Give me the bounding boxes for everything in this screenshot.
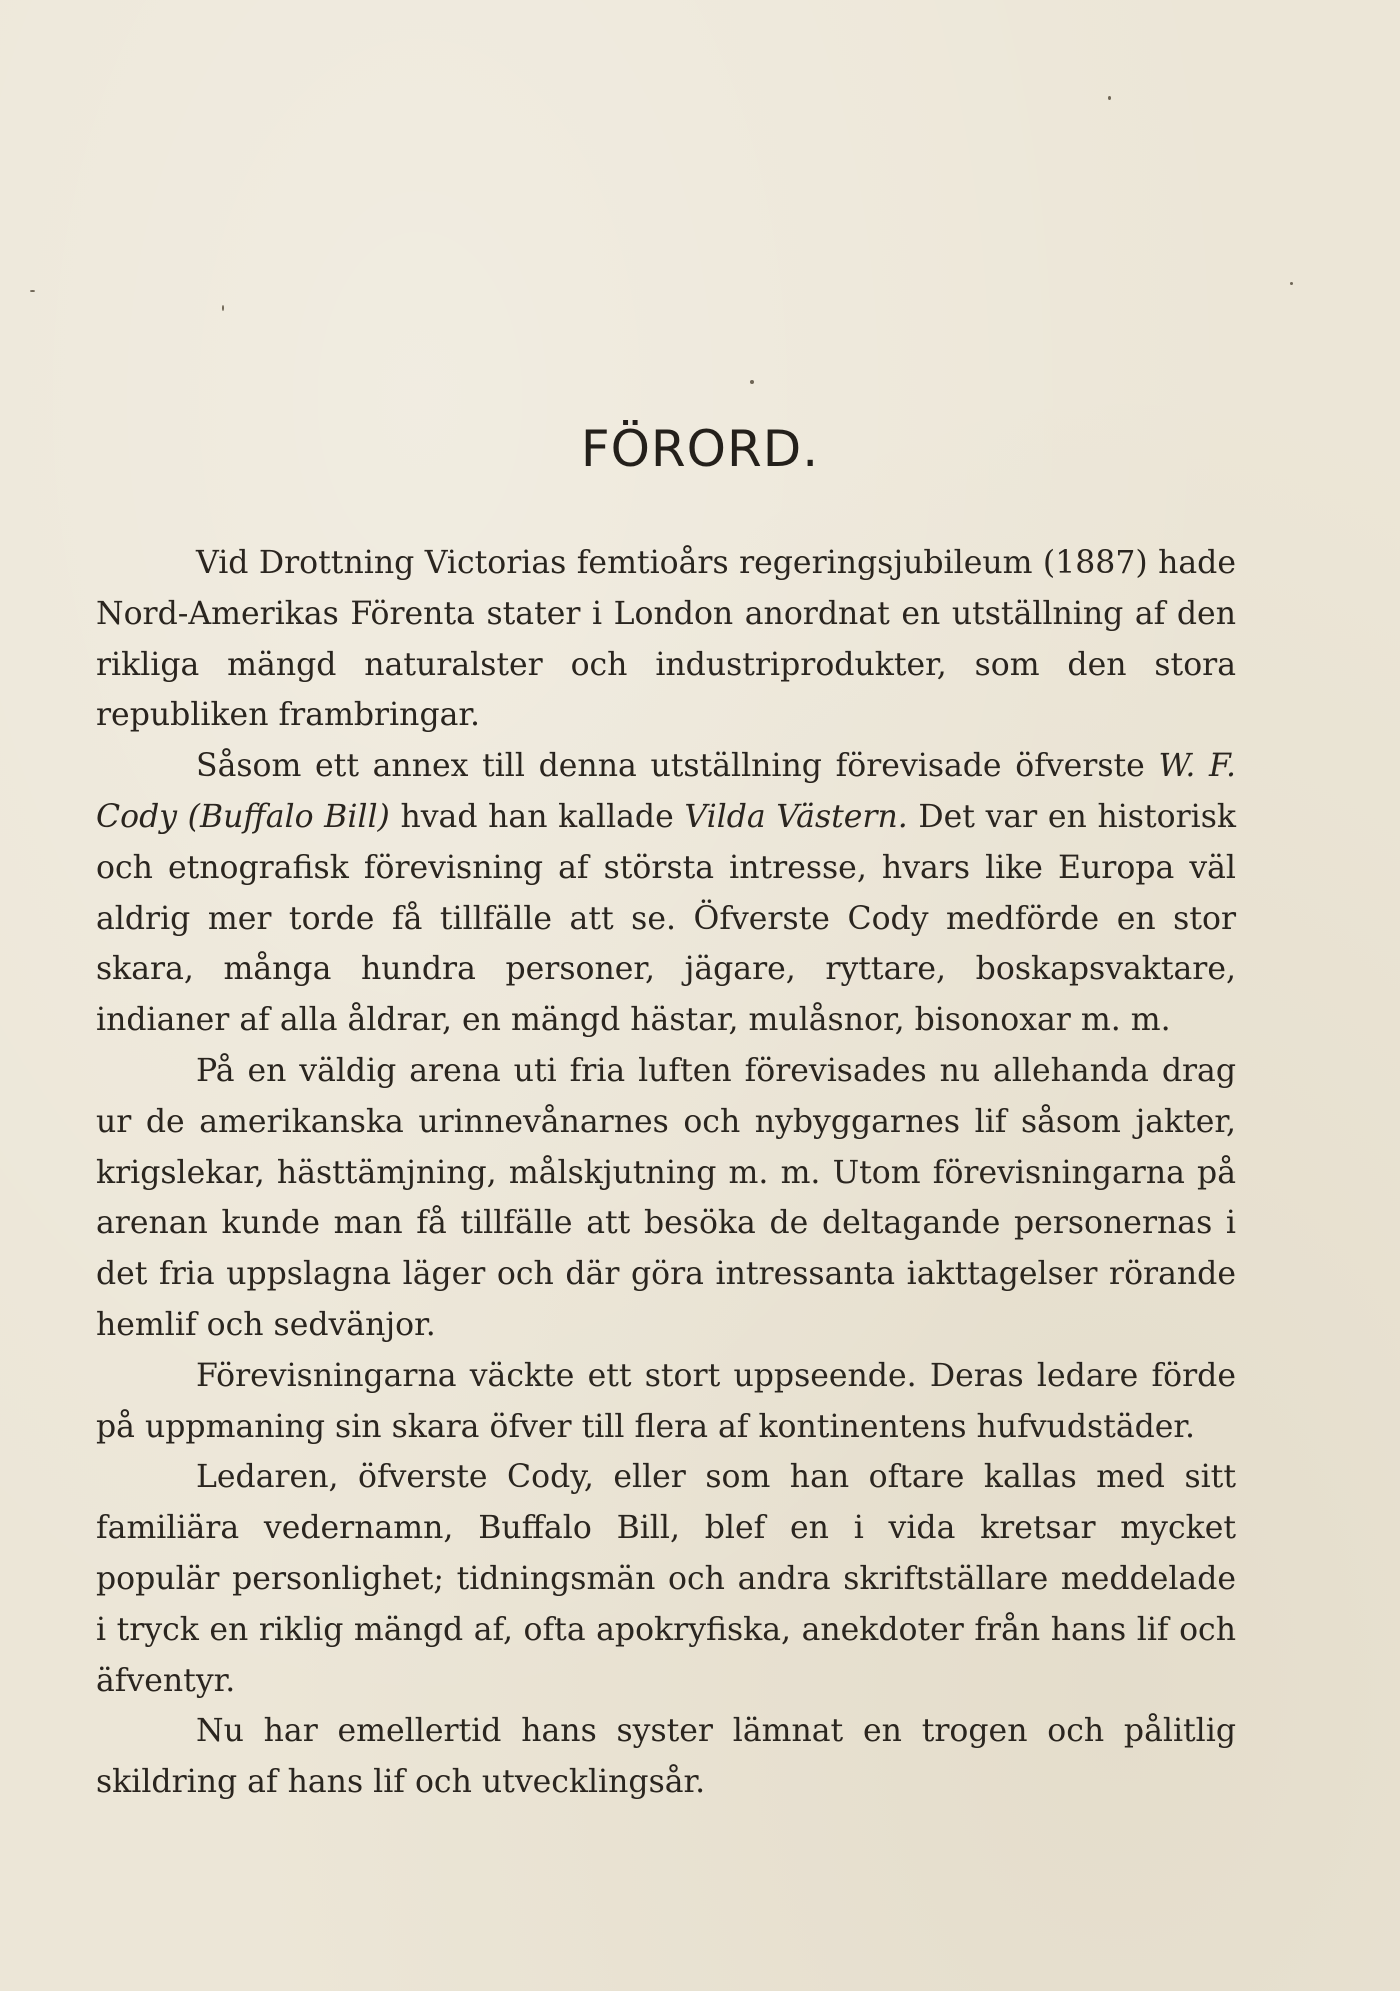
- paper-speck: [222, 305, 224, 311]
- paragraph: [96, 1046, 1236, 1351]
- paragraph: [96, 1351, 1236, 1453]
- paper-speck: [750, 380, 754, 384]
- text-segment: Det var en historisk och etnografisk förevisning af största intresse, hvars like Europa väl aldrig mer torde få tillfälle att se. Öfverste Cody medförde en stor skara, många hundra personer, jägare, ryttare, boskapsvaktare, indianer af alla åldrar, en mängd hästar, mulåsnor, bisonoxar m. m.: [96, 798, 1236, 1039]
- italic-text: Vilda Västern.: [684, 798, 908, 835]
- text-segment: Vid Drottning Victorias femtioårs regeringsjubileum (1887) hade Nord-Amerikas Förenta stater i London anordnat en utställning af den rikliga mängd naturalster och industriprodukter, som den stora republiken frambringar.: [96, 545, 1236, 734]
- paper-speck: [1108, 96, 1111, 100]
- text-segment: hvad han kallade: [389, 798, 685, 835]
- paper-speck: [30, 290, 35, 292]
- paragraph: [96, 1452, 1236, 1706]
- preface-text: [96, 538, 1236, 1808]
- paragraph: [96, 741, 1236, 1046]
- paragraph: [96, 1706, 1236, 1808]
- text-segment: På en väldig arena uti fria luften förevisades nu allehanda drag ur de amerikanska urinnevånarnes och nybyggarnes lif såsom jakter, krigslekar, hästtämjning, målskjutning m. m. Utom förevisningarna på arenan kunde man få tillfälle att besöka de deltagande personernas i det fria uppslagna läger och där göra intressanta iakttagelser rörande hemlif och sedvänjor.: [96, 1052, 1236, 1343]
- page-title: FÖRORD.: [580, 420, 820, 478]
- text-segment: Förevisningarna väckte ett stort uppseende. Deras ledare förde på uppmaning sin skara öfver till flera af kontinentens hufvudstäder.: [96, 1357, 1236, 1445]
- paragraph: [96, 538, 1236, 741]
- paper-speck: [1290, 282, 1293, 285]
- text-segment: Nu har emellertid hans syster lämnat en trogen och pålitlig skildring af hans lif och utvecklingsår.: [96, 1713, 1236, 1801]
- text-segment: Såsom ett annex till denna utställning förevisade öfverste: [196, 748, 1159, 785]
- italic-text: W. F. Cody (Buffalo Bill): [96, 748, 1237, 835]
- text-segment: Ledaren, öfverste Cody, eller som han oftare kallas med sitt familiära vedernamn, Buffalo Bill, blef en i vida kretsar mycket populär personlighet; tidningsmän och andra skriftställare meddelade i tryck en riklig mängd af, ofta apokryfiska, anekdoter från hans lif och äfventyr.: [96, 1459, 1236, 1699]
